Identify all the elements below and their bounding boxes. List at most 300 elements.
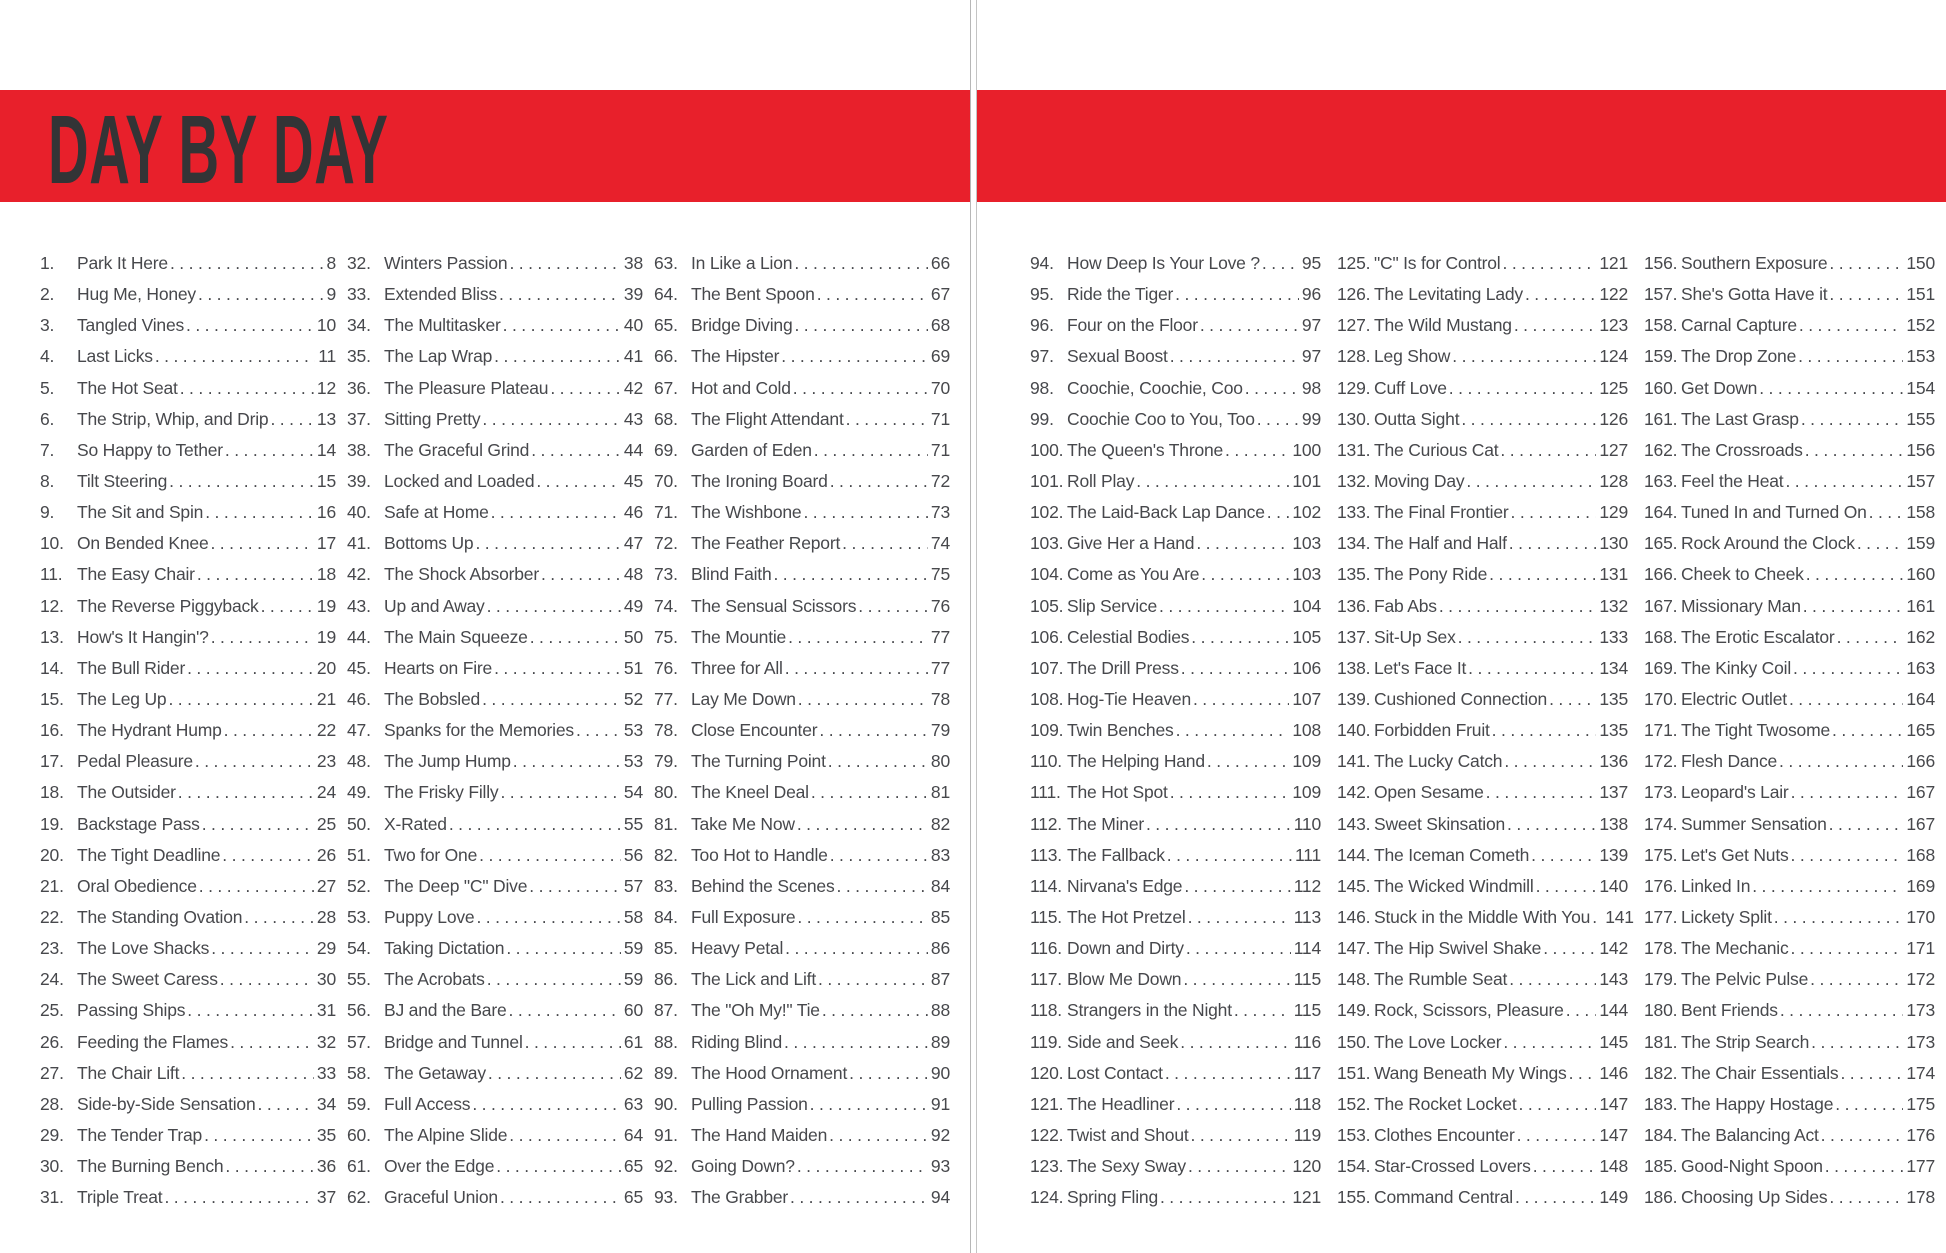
- entry-number: 178.: [1644, 938, 1678, 959]
- toc-entry: [1644, 466, 1935, 497]
- entry-page-number: 49: [623, 595, 643, 616]
- dot-leader: [576, 715, 621, 746]
- toc-column-3: [654, 248, 950, 1213]
- entry-page-number: 103: [1292, 533, 1321, 554]
- entry-title: The Laid-Back Lap Dance: [1067, 502, 1265, 523]
- dot-leader: [1825, 1151, 1904, 1182]
- dot-leader: [1234, 995, 1291, 1026]
- dot-leader: [1225, 435, 1289, 466]
- toc-entry: [347, 248, 643, 279]
- entry-page-number: 173: [1906, 1031, 1935, 1052]
- entry-title: The Wild Mustang: [1374, 315, 1512, 336]
- dot-leader: [797, 809, 928, 840]
- entry-page-number: 13: [316, 408, 336, 429]
- entry-page-number: 71: [930, 408, 950, 429]
- entry-number: 25.: [40, 1000, 64, 1021]
- dot-leader: [858, 591, 928, 622]
- dot-leader: [186, 310, 314, 341]
- entry-title: Choosing Up Sides: [1681, 1187, 1828, 1208]
- toc-entry: [347, 840, 643, 871]
- toc-entry: [1030, 435, 1321, 466]
- toc-entry: [1337, 746, 1628, 777]
- entry-title: Three for All: [691, 657, 783, 678]
- entry-number: 175.: [1644, 844, 1678, 865]
- dot-leader: [810, 1089, 928, 1120]
- entry-title: Riding Blind: [691, 1031, 782, 1052]
- entry-number: 136.: [1337, 595, 1371, 616]
- entry-number: 29.: [40, 1124, 64, 1145]
- dot-leader: [509, 995, 621, 1026]
- toc-entry: [40, 653, 336, 684]
- entry-number: 12.: [40, 595, 64, 616]
- toc-entry: [1030, 871, 1321, 902]
- toc-entry: [1337, 715, 1628, 746]
- dot-leader: [258, 1089, 314, 1120]
- entry-page-number: 70: [930, 377, 950, 398]
- toc-entry: [1644, 1151, 1935, 1182]
- entry-page-number: 130: [1599, 533, 1628, 554]
- entry-number: 42.: [347, 564, 371, 585]
- entry-title: So Happy to Tether: [77, 439, 223, 460]
- entry-page-number: 125: [1599, 377, 1628, 398]
- entry-number: 108.: [1030, 688, 1064, 709]
- toc-entry: [1337, 777, 1628, 808]
- entry-number: 77.: [654, 688, 678, 709]
- entry-number: 154.: [1337, 1156, 1371, 1177]
- dot-leader: [1533, 1151, 1597, 1182]
- entry-title: The Chair Lift: [77, 1062, 180, 1083]
- toc-entry: [40, 310, 336, 341]
- toc-entry: [654, 466, 950, 497]
- entry-number: 57.: [347, 1031, 371, 1052]
- entry-page-number: 45: [623, 470, 643, 491]
- entry-page-number: 64: [623, 1124, 643, 1145]
- dot-leader: [1461, 404, 1596, 435]
- toc-entry: [654, 1182, 950, 1213]
- entry-title: Outta Sight: [1374, 408, 1460, 429]
- entry-number: 38.: [347, 439, 371, 460]
- dot-leader: [794, 310, 927, 341]
- entry-page-number: 107: [1292, 688, 1321, 709]
- dot-leader: [1509, 964, 1596, 995]
- entry-title: The Fallback: [1067, 844, 1165, 865]
- entry-title: The Strip, Whip, and Drip: [77, 408, 269, 429]
- dot-leader: [781, 341, 928, 372]
- entry-title: Puppy Love: [384, 906, 475, 927]
- toc-entry: [654, 746, 950, 777]
- entry-number: 156.: [1644, 253, 1678, 273]
- dot-leader: [1245, 373, 1299, 404]
- entry-number: 41.: [347, 533, 371, 554]
- dot-leader: [1188, 902, 1291, 933]
- toc-entry: [1030, 653, 1321, 684]
- entry-number: 71.: [654, 502, 678, 523]
- entry-title: The Iceman Cometh: [1374, 844, 1530, 865]
- toc-entry: [1337, 435, 1628, 466]
- dot-leader: [244, 902, 314, 933]
- entry-page-number: 97: [1301, 315, 1321, 336]
- toc-entry: [1337, 279, 1628, 310]
- toc-entry: [1030, 591, 1321, 622]
- entry-page-number: 59: [623, 969, 643, 990]
- entry-title: Tilt Steering: [77, 470, 168, 491]
- toc-entry: [1030, 248, 1321, 279]
- entry-title: Cuff Love: [1374, 377, 1447, 398]
- entry-title: Flesh Dance: [1681, 751, 1778, 772]
- dot-leader: [1515, 1182, 1596, 1213]
- dot-leader: [1191, 622, 1289, 653]
- toc-entry: [1644, 746, 1935, 777]
- entry-page-number: 35: [316, 1124, 336, 1145]
- entry-page-number: 165: [1906, 720, 1935, 741]
- dot-leader: [1531, 840, 1596, 871]
- entry-number: 122.: [1030, 1124, 1064, 1145]
- entry-number: 45.: [347, 657, 371, 678]
- entry-number: 176.: [1644, 875, 1678, 896]
- dot-leader: [1167, 840, 1292, 871]
- toc-entry: [347, 995, 643, 1026]
- entry-number: 80.: [654, 782, 678, 803]
- entry-title: The Hot Spot: [1067, 782, 1168, 803]
- entry-title: Twist and Shout: [1067, 1124, 1189, 1145]
- entry-page-number: 65: [623, 1187, 643, 1208]
- entry-number: 32.: [347, 253, 371, 273]
- dot-leader: [488, 1058, 621, 1089]
- entry-title: The Rumble Seat: [1374, 969, 1508, 990]
- toc-entry: [40, 341, 336, 372]
- dot-leader: [1257, 404, 1299, 435]
- dot-leader: [1184, 871, 1290, 902]
- entry-number: 4.: [40, 346, 55, 367]
- entry-page-number: 170: [1906, 906, 1935, 927]
- dot-leader: [1759, 373, 1903, 404]
- toc-entry: [1337, 528, 1628, 559]
- entry-title: The Levitating Lady: [1374, 284, 1523, 305]
- dot-leader: [1799, 310, 1904, 341]
- dot-leader: [829, 1120, 928, 1151]
- entry-number: 92.: [654, 1156, 678, 1177]
- entry-page-number: 175: [1906, 1093, 1935, 1114]
- entry-page-number: 151: [1906, 284, 1935, 305]
- dot-leader: [1832, 715, 1903, 746]
- entry-page-number: 153: [1906, 346, 1935, 367]
- entry-number: 125.: [1337, 253, 1371, 273]
- dot-leader: [849, 1058, 928, 1089]
- entry-page-number: 82: [930, 813, 950, 834]
- entry-number: 67.: [654, 377, 678, 398]
- entry-title: Missionary Man: [1681, 595, 1801, 616]
- entry-title: Park It Here: [77, 253, 168, 273]
- entry-title: The Ironing Board: [691, 470, 828, 491]
- entry-title: Command Central: [1374, 1187, 1513, 1208]
- entry-title: Fab Abs: [1374, 595, 1437, 616]
- entry-page-number: 14: [316, 439, 336, 460]
- dot-leader: [1869, 497, 1904, 528]
- entry-title: In Like a Lion: [691, 253, 793, 273]
- dot-leader: [491, 497, 621, 528]
- entry-page-number: 32: [316, 1031, 336, 1052]
- entry-title: The Wishbone: [691, 502, 802, 523]
- entry-page-number: 109: [1292, 782, 1321, 803]
- entry-title: Twin Benches: [1067, 720, 1174, 741]
- entry-title: The Lucky Catch: [1374, 751, 1503, 772]
- entry-title: The Half and Half: [1374, 533, 1507, 554]
- entry-title: The Getaway: [384, 1062, 486, 1083]
- entry-number: 168.: [1644, 626, 1678, 647]
- entry-page-number: 147: [1599, 1124, 1628, 1145]
- toc-entry: [347, 310, 643, 341]
- entry-number: 11.: [40, 564, 63, 585]
- entry-page-number: 80: [930, 751, 950, 772]
- entry-number: 155.: [1337, 1187, 1371, 1208]
- toc-entry: [1337, 809, 1628, 840]
- toc-entry: [40, 591, 336, 622]
- entry-number: 162.: [1644, 439, 1678, 460]
- entry-page-number: 30: [316, 969, 336, 990]
- dot-leader: [1486, 777, 1597, 808]
- entry-title: Tangled Vines: [77, 315, 185, 336]
- entry-title: The Deep "C" Dive: [384, 875, 528, 896]
- entry-number: 2.: [40, 284, 55, 305]
- entry-title: The Rocket Locket: [1374, 1093, 1517, 1114]
- entry-number: 53.: [347, 906, 371, 927]
- dot-leader: [1829, 248, 1903, 279]
- entry-title: The Hipster: [691, 346, 780, 367]
- entry-title: Bridge Diving: [691, 315, 793, 336]
- entry-title: Full Access: [384, 1093, 471, 1114]
- entry-number: 37.: [347, 408, 371, 429]
- entry-page-number: 10: [316, 315, 336, 336]
- dot-leader: [482, 404, 621, 435]
- entry-number: 13.: [40, 626, 64, 647]
- entry-page-number: 166: [1906, 751, 1935, 772]
- dot-leader: [790, 1182, 928, 1213]
- entry-title: Feel the Heat: [1681, 470, 1784, 491]
- toc-entry: [347, 279, 643, 310]
- entry-title: The Sexy Sway: [1067, 1156, 1186, 1177]
- entry-page-number: 21: [316, 688, 336, 709]
- entry-title: Extended Bliss: [384, 284, 497, 305]
- entry-number: 9.: [40, 502, 55, 523]
- entry-number: 110.: [1030, 751, 1062, 772]
- entry-page-number: 115: [1293, 1000, 1321, 1021]
- entry-title: How's It Hangin'?: [77, 626, 209, 647]
- toc-entry: [1644, 902, 1935, 933]
- entry-title: Down and Dirty: [1067, 938, 1184, 959]
- entry-number: 118.: [1030, 1000, 1062, 1021]
- entry-page-number: 104: [1292, 595, 1321, 616]
- entry-number: 19.: [40, 813, 64, 834]
- entry-number: 96.: [1030, 315, 1054, 336]
- dot-leader: [1267, 497, 1290, 528]
- entry-number: 50.: [347, 813, 371, 834]
- toc-entry: [347, 559, 643, 590]
- entry-title: BJ and the Bare: [384, 1000, 507, 1021]
- entry-page-number: 138: [1599, 813, 1628, 834]
- toc-entry: [1030, 964, 1321, 995]
- toc-entry: [1030, 1027, 1321, 1058]
- entry-number: 157.: [1644, 284, 1678, 305]
- entry-page-number: 135: [1599, 720, 1628, 741]
- toc-entry: [1030, 466, 1321, 497]
- dot-leader: [837, 871, 928, 902]
- entry-number: 86.: [654, 969, 678, 990]
- entry-page-number: 36: [316, 1156, 336, 1177]
- entry-title: The Lap Wrap: [384, 346, 493, 367]
- toc-entry: [40, 1058, 336, 1089]
- entry-number: 58.: [347, 1062, 371, 1083]
- entry-number: 115.: [1030, 906, 1062, 927]
- toc-entry: [1337, 1058, 1628, 1089]
- entry-title: The Headliner: [1067, 1093, 1175, 1114]
- entry-number: 143.: [1337, 813, 1371, 834]
- toc-entry: [1337, 995, 1628, 1026]
- toc-entry: [1644, 622, 1935, 653]
- entry-page-number: 127: [1599, 439, 1628, 460]
- dot-leader: [1183, 964, 1290, 995]
- entry-title: Triple Treat: [77, 1187, 163, 1208]
- entry-number: 83.: [654, 875, 678, 896]
- entry-number: 126.: [1337, 284, 1371, 305]
- dot-leader: [487, 591, 621, 622]
- entry-page-number: 71: [930, 439, 950, 460]
- dot-leader: [830, 840, 928, 871]
- toc-entry: [1030, 279, 1321, 310]
- entry-page-number: 132: [1599, 595, 1628, 616]
- toc-entry: [1644, 995, 1935, 1026]
- dot-leader: [178, 777, 314, 808]
- entry-title: The Mechanic: [1681, 938, 1789, 959]
- dot-leader: [1175, 279, 1299, 310]
- toc-entry: [654, 591, 950, 622]
- entry-title: Open Sesame: [1374, 782, 1484, 803]
- entry-number: 66.: [654, 346, 678, 367]
- toc-entry: [1644, 653, 1935, 684]
- entry-page-number: 117: [1293, 1062, 1321, 1083]
- entry-title: The Wicked Windmill: [1374, 875, 1534, 896]
- dot-leader: [814, 435, 928, 466]
- entry-number: 106.: [1030, 626, 1064, 647]
- entry-number: 68.: [654, 408, 678, 429]
- dot-leader: [773, 559, 927, 590]
- entry-page-number: 59: [623, 938, 643, 959]
- entry-title: Carnal Capture: [1681, 315, 1797, 336]
- entry-number: 74.: [654, 595, 678, 616]
- toc-entry: [1030, 746, 1321, 777]
- toc-entry: [40, 777, 336, 808]
- dot-leader: [1857, 528, 1904, 559]
- entry-number: 62.: [347, 1187, 371, 1208]
- entry-number: 138.: [1337, 657, 1371, 678]
- toc-entry: [347, 497, 643, 528]
- dot-leader: [449, 809, 621, 840]
- toc-column-1: [40, 248, 336, 1213]
- dot-leader: [785, 933, 928, 964]
- entry-page-number: 144: [1599, 1000, 1628, 1021]
- entry-page-number: 73: [930, 502, 950, 523]
- entry-number: 141.: [1337, 751, 1371, 772]
- toc-entry: [1644, 684, 1935, 715]
- entry-page-number: 110: [1293, 813, 1321, 834]
- entry-title: The Burning Bench: [77, 1156, 224, 1177]
- entry-number: 75.: [654, 626, 678, 647]
- entry-page-number: 24: [316, 782, 336, 803]
- toc-entry: [40, 435, 336, 466]
- entry-page-number: 114: [1293, 938, 1321, 959]
- entry-page-number: 8: [326, 253, 336, 273]
- dot-leader: [496, 1151, 621, 1182]
- toc-entry: [40, 1027, 336, 1058]
- entry-title: The Happy Hostage: [1681, 1093, 1834, 1114]
- dot-leader: [1180, 1027, 1290, 1058]
- entry-number: 127.: [1337, 315, 1371, 336]
- toc-entry: [1337, 1089, 1628, 1120]
- entry-page-number: 55: [623, 813, 643, 834]
- toc-column-6: [1644, 248, 1935, 1213]
- entry-number: 100.: [1030, 439, 1064, 460]
- entry-page-number: 34: [316, 1093, 336, 1114]
- entry-number: 81.: [654, 813, 678, 834]
- entry-title: Cheek to Cheek: [1681, 564, 1804, 585]
- entry-title: Bent Friends: [1681, 1000, 1778, 1021]
- entry-number: 166.: [1644, 564, 1678, 585]
- dot-leader: [509, 1120, 621, 1151]
- dot-leader: [530, 622, 621, 653]
- entry-title: Let's Get Nuts: [1681, 844, 1789, 865]
- entry-page-number: 88: [930, 1000, 950, 1021]
- dot-leader: [499, 279, 621, 310]
- dot-leader: [1806, 559, 1904, 590]
- toc-entry: [654, 1027, 950, 1058]
- dot-leader: [1503, 1027, 1596, 1058]
- entry-number: 85.: [654, 938, 678, 959]
- entry-number: 114.: [1030, 875, 1062, 896]
- dot-leader: [1176, 715, 1290, 746]
- entry-number: 65.: [654, 315, 678, 336]
- toc-left-page: [40, 248, 950, 1213]
- dot-leader: [1193, 684, 1289, 715]
- toc-entry: [1030, 310, 1321, 341]
- entry-page-number: 31: [316, 1000, 336, 1021]
- entry-page-number: 53: [623, 720, 643, 741]
- toc-entry: [1337, 684, 1628, 715]
- entry-page-number: 27: [316, 875, 336, 896]
- entry-number: 137.: [1337, 626, 1371, 647]
- toc-entry: [654, 715, 950, 746]
- entry-title: Coochie, Coochie, Coo: [1067, 377, 1243, 398]
- toc-entry: [1337, 497, 1628, 528]
- entry-number: 181.: [1644, 1031, 1678, 1052]
- entry-number: 87.: [654, 1000, 678, 1021]
- entry-page-number: 51: [623, 657, 643, 678]
- entry-title: The Hood Ornament: [691, 1062, 848, 1083]
- entry-page-number: 124: [1599, 346, 1628, 367]
- entry-page-number: 101: [1292, 470, 1321, 491]
- dot-leader: [541, 559, 621, 590]
- entry-number: 16.: [40, 720, 64, 741]
- entry-title: Heavy Petal: [691, 938, 784, 959]
- entry-page-number: 105: [1292, 626, 1321, 647]
- entry-page-number: 111: [1294, 844, 1321, 865]
- entry-page-number: 120: [1292, 1156, 1321, 1177]
- entry-page-number: 145: [1599, 1031, 1628, 1052]
- entry-page-number: 67: [930, 284, 950, 305]
- entry-page-number: 108: [1292, 720, 1321, 741]
- toc-entry: [1337, 310, 1628, 341]
- toc-entry: [1644, 964, 1935, 995]
- dot-leader: [1835, 1089, 1903, 1120]
- entry-page-number: 74: [930, 533, 950, 554]
